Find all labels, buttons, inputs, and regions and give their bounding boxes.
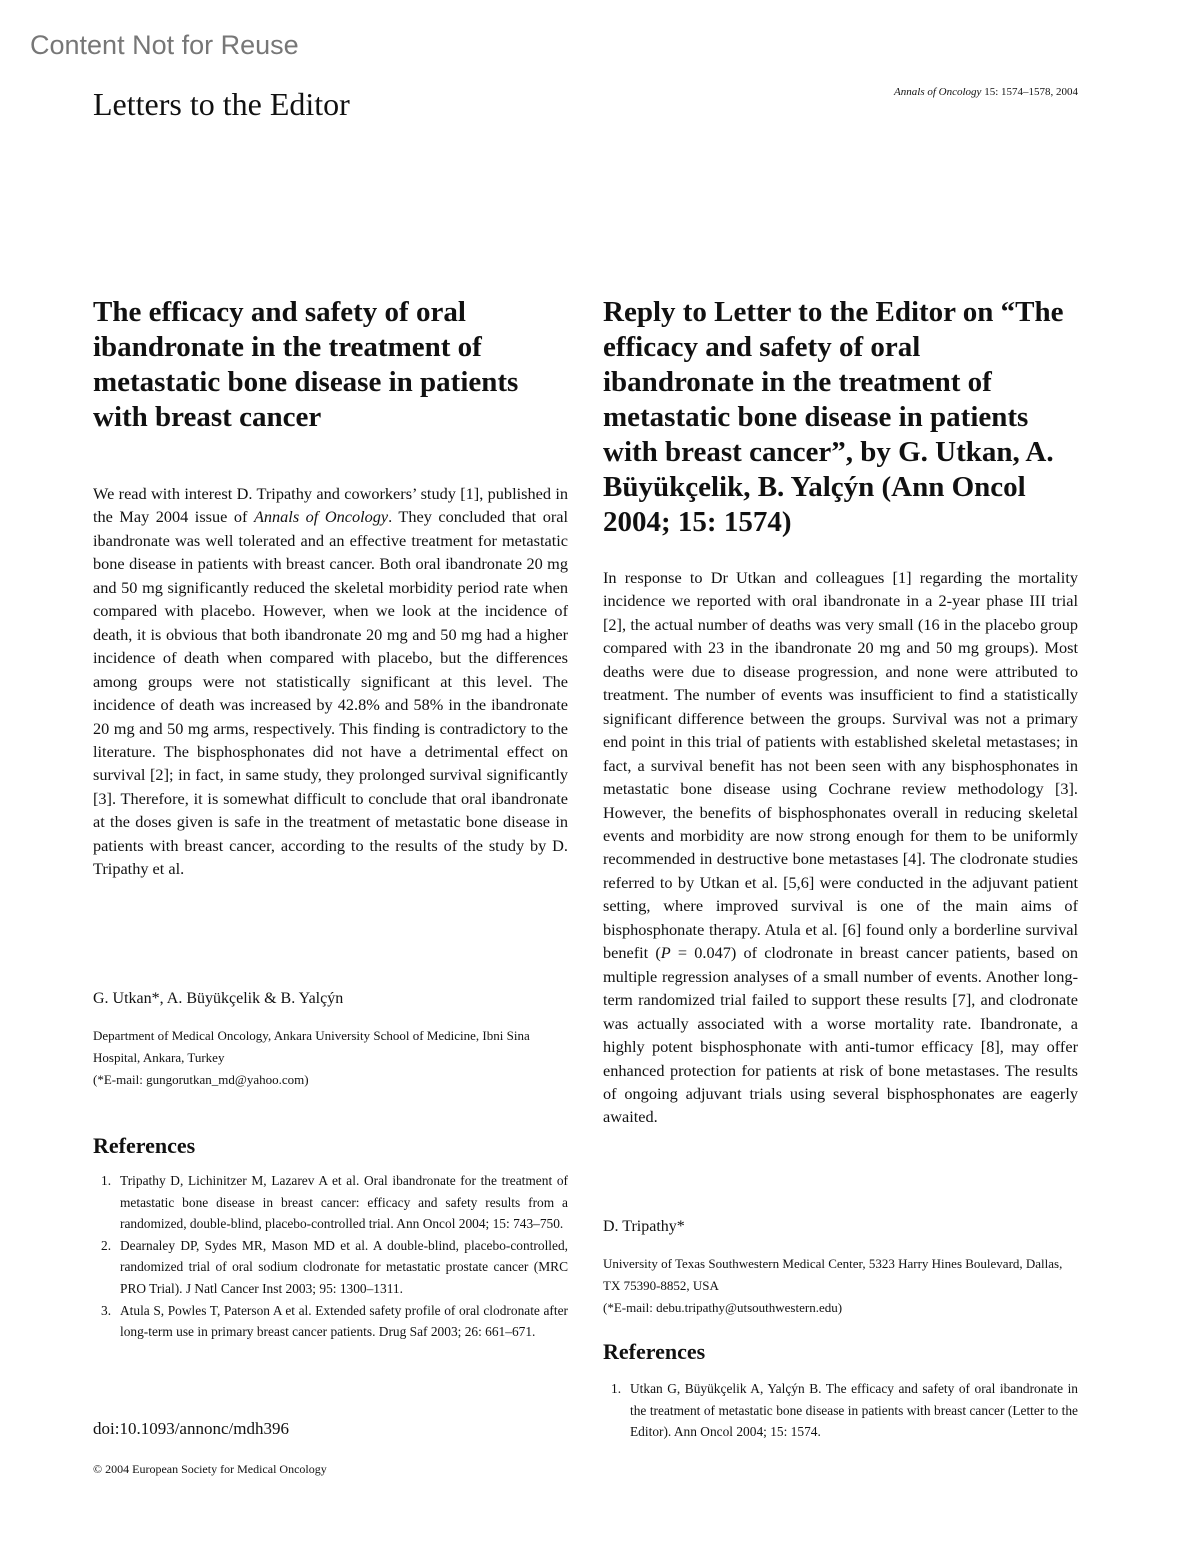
letter-body-text: We read with interest D. Tripathy and coworkers’ study [1], published in the May 2004 issue of <box>93 484 568 527</box>
reference-item <box>93 1170 568 1235</box>
reply-body-text: In response to Dr Utkan and colleagues [1] regarding the mortality incidence we reported with oral ibandronate in a 2-year phase III trial [2], the actual number of deaths was very small (16 in the placebo group compared with 23 in the ibandronate 20 mg and 50 mg groups). Most deaths were due to disease progression, and none were attributed to treatment. The number of events was insufficient to find a statistically significant difference between the groups. Survival was not a primary end point in this trial of patients with established skeletal metastases; in fact, a survival benefit has not been seen with any bisphosphonates in metastatic bone disease using Cochrane review methodology [3]. However, the benefits of bisphosphonates overall in reducing skeletal events and morbidity are now strong enough for them to be uniformly recommended in destructive bone metastases [4]. The clodronate studies referred to by Utkan et al. [5,6] were conducted in the adjuvant patient setting, where improved survival is one of the main aims of bisphosphonate therapy. Atula et al. [6] found only a borderline survival benefit ( <box>603 568 1078 963</box>
reply-body-p-value: P <box>660 943 671 963</box>
reply-references <box>603 1378 1078 1443</box>
doi: doi:10.1093/annonc/mdh396 <box>93 1419 289 1438</box>
journal-citation <box>760 86 1078 98</box>
reply-title: Reply to Letter to the Editor on “The efficacy and safety of oral ibandronate in the treatment of metastatic bone disease in patients with breast cancer”, by G. Utkan, A. Büyükçelik, B. Yalçýn (Ann Oncol 2004; 15: 1574) <box>603 296 1064 538</box>
letter-authors: G. Utkan*, A. Büyükçelik & B. Yalçýn <box>93 990 344 1007</box>
reply-body-text-cont: = 0.047) of clodronate in breast cancer patients, based on multiple regression analyses of a small number of events. Another long-term randomized trial failed to support these results [7], and clodronate was actually associated with a worse mortality rate. Ibandronate, a highly potent bisphosphonate with anti-tumor efficacy [8], may offer enhanced protection for patients at risk of bone metastases. The results of ongoing adjuvant trials using several bisphosphonates are eagerly awaited. <box>603 943 1078 1127</box>
reference-text: Atula S, Powles T, Paterson A et al. Extended safety profile of oral clodronate after long-term use in primary breast cancer patients. Drug Saf 2003; 26: 661–671. <box>120 1302 568 1340</box>
reply-affiliation-block <box>603 1253 1078 1319</box>
reply-email: (*E-mail: debu.tripathy@utsouthwestern.edu) <box>603 1300 843 1315</box>
reference-number: 3. <box>101 1302 112 1318</box>
letter-body-text-cont: . They concluded that oral ibandronate was well tolerated and an effective treatment for metastatic bone disease in patients with breast cancer. Both oral ibandronate 20 mg and 50 mg significantly reduced the skeletal morbidity period rate when compared with placebo. However, when we look at the incidence of death, it is obvious that both ibandronate 20 mg and 50 mg had a higher incidence of death when compared with placebo, but the differences among groups were not statistically significant at this level. The incidence of death was increased by 42.8% and 58% in the ibandronate 20 mg and 50 mg arms, respectively. This finding is contradictory to the literature. The bisphosphonates did not have a detrimental effect on survival [2]; in fact, in same study, they prolonged survival significantly [3]. Therefore, it is somewhat difficult to conclude that oral ibandronate at the doses given is safe in the treatment of metastatic bone disease in patients with breast cancer, according to the results of the study by D. Tripathy et al. <box>93 507 569 879</box>
letter-body-journal: Annals of Oncology <box>253 507 389 527</box>
reference-number: 2. <box>101 1237 112 1253</box>
section-title: Letters to the Editor <box>93 86 350 122</box>
reference-item <box>603 1378 1078 1443</box>
letter-affiliation-block <box>93 1025 568 1091</box>
reference-text: Tripathy D, Lichinitzer M, Lazarev A et al. Oral ibandronate for the treatment of metastatic bone disease in breast cancer: efficacy and safety results from a randomized, double-blind, placebo-controlled trial. Ann Oncol 2004; 15: 743–750. <box>120 1173 568 1232</box>
reference-item <box>93 1235 568 1300</box>
reply-references-heading: References <box>603 1339 706 1364</box>
letter-email: (*E-mail: gungorutkan_md@yahoo.com) <box>93 1072 309 1087</box>
watermark: Content Not for Reuse <box>30 30 299 60</box>
letter-references-heading: References <box>93 1133 196 1158</box>
reply-body <box>603 566 1078 1129</box>
reference-item <box>93 1300 568 1343</box>
reference-number: 1. <box>101 1173 112 1188</box>
reference-text: Dearnaley DP, Sydes MR, Mason MD et al. A double-blind, placebo-controlled, randomized trial of oral sodium clodronate for metastatic prostate cancer (MRC PRO Trial). J Natl Cancer Inst 2003; 95: 1300–1311. <box>120 1237 568 1296</box>
reply-affiliation: University of Texas Southwestern Medical Center, 5323 Harry Hines Boulevard, Dallas, TX 75390-8852, USA <box>603 1256 1063 1293</box>
copyright: © 2004 European Society for Medical Oncology <box>93 1462 327 1476</box>
reference-text: Utkan G, Büyükçelik A, Yalçýn B. The efficacy and safety of oral ibandronate in the treatment of metastatic bone disease in patients with breast cancer (Letter to the Editor). Ann Oncol 2004; 15: 1574. <box>630 1381 1078 1440</box>
letter-references <box>93 1170 568 1343</box>
reference-number: 1. <box>611 1381 622 1396</box>
letter-affiliation: Department of Medical Oncology, Ankara University School of Medicine, Ibni Sina Hospital, Ankara, Turkey <box>93 1028 530 1065</box>
journal-name: Annals of Oncology <box>894 86 982 98</box>
letter-body <box>93 482 568 881</box>
journal-info: 15: 1574–1578, 2004 <box>981 86 1078 98</box>
letter-title: The efficacy and safety of oral ibandronate in the treatment of metastatic bone disease in patients with breast cancer <box>93 296 519 433</box>
reply-authors: D. Tripathy* <box>603 1218 685 1235</box>
